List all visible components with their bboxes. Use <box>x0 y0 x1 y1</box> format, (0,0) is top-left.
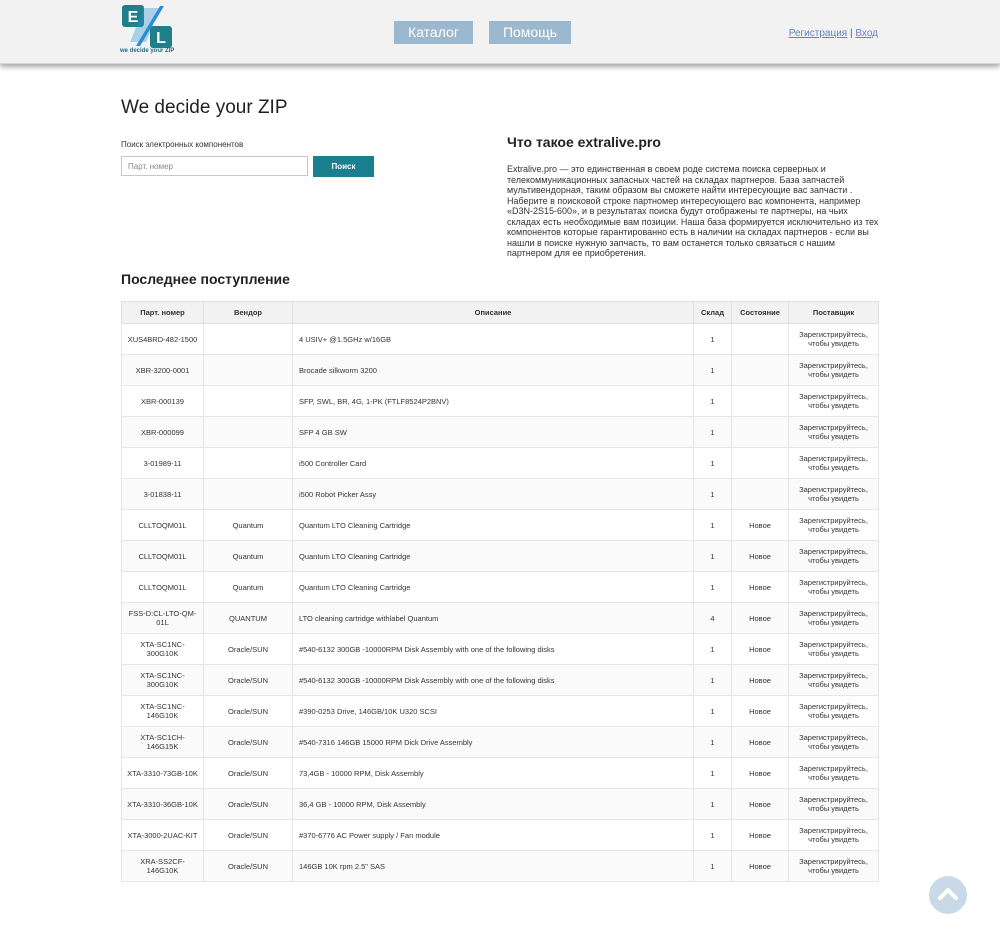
cell-part-number: XTA-SC1NC-300G10K <box>122 665 204 696</box>
cell-stock: 1 <box>694 727 732 758</box>
search-button[interactable]: Поиск <box>313 156 374 177</box>
cell-supplier: Зарегистрируйтесь, чтобы увидеть <box>789 386 879 417</box>
cell-part-number: XBR-3200-0001 <box>122 355 204 386</box>
cell-condition: Новое <box>732 572 789 603</box>
cell-part-number: XUS4BRD-482-1500 <box>122 324 204 355</box>
cell-stock: 1 <box>694 789 732 820</box>
cell-part-number: XTA-SC1NC-146G10K <box>122 696 204 727</box>
cell-vendor: Oracle/SUN <box>204 665 293 696</box>
cell-part-number: XTA-3310-36GB-10K <box>122 789 204 820</box>
column-header-description[interactable]: Описание <box>293 302 694 324</box>
cell-condition: Новое <box>732 510 789 541</box>
cell-part-number: CLLTOQM01L <box>122 510 204 541</box>
cell-description: #540-6132 300GB -10000RPM Disk Assembly with one of the following disks <box>293 665 694 696</box>
cell-description: #540-6132 300GB -10000RPM Disk Assembly with one of the following disks <box>293 634 694 665</box>
cell-description: LTO cleaning cartridge withlabel Quantum <box>293 603 694 634</box>
page-title: We decide your ZIP <box>121 97 288 118</box>
part-number-search-input[interactable] <box>121 156 308 176</box>
cell-condition: Новое <box>732 634 789 665</box>
cell-part-number: XTA-3000-2UAC-KIT <box>122 820 204 851</box>
cell-supplier: Зарегистрируйтесь, чтобы увидеть <box>789 634 879 665</box>
cell-part-number: CLLTOQM01L <box>122 572 204 603</box>
auth-separator: | <box>849 28 853 39</box>
cell-part-number: CLLTOQM01L <box>122 541 204 572</box>
cell-description: 4 USIV+ @1.5GHz w/16GB <box>293 324 694 355</box>
table-row[interactable] <box>122 851 879 882</box>
cell-stock: 1 <box>694 324 732 355</box>
cell-vendor: Oracle/SUN <box>204 851 293 882</box>
cell-condition: Новое <box>732 758 789 789</box>
chevron-up-icon <box>937 885 959 905</box>
cell-supplier: Зарегистрируйтесь, чтобы увидеть <box>789 789 879 820</box>
cell-condition: Новое <box>732 789 789 820</box>
cell-part-number: XTA-SC1NC-300G10K <box>122 634 204 665</box>
about-title: Что такое extralive.pro <box>507 134 661 150</box>
cell-stock: 1 <box>694 572 732 603</box>
cell-description: 36,4 GB - 10000 RPM, Disk Assembly <box>293 789 694 820</box>
cell-description: SFP, SWL, BR, 4G, 1-PK (FTLF8524P2BNV) <box>293 386 694 417</box>
table-row[interactable] <box>122 510 879 541</box>
cell-stock: 1 <box>694 851 732 882</box>
cell-stock: 1 <box>694 820 732 851</box>
latest-arrivals-table <box>121 301 879 882</box>
site-header <box>0 0 1000 64</box>
column-header-stock[interactable]: Склад <box>694 302 732 324</box>
table-row[interactable] <box>122 634 879 665</box>
cell-description: 73,4GB - 10000 RPM, Disk Assembly <box>293 758 694 789</box>
cell-stock: 1 <box>694 696 732 727</box>
cell-supplier: Зарегистрируйтесь, чтобы увидеть <box>789 510 879 541</box>
table-row[interactable] <box>122 727 879 758</box>
table-row[interactable] <box>122 324 879 355</box>
cell-part-number: FSS-D:CL-LTO-QM-01L <box>122 603 204 634</box>
cell-vendor <box>204 324 293 355</box>
cell-vendor <box>204 417 293 448</box>
cell-supplier: Зарегистрируйтесь, чтобы увидеть <box>789 324 879 355</box>
cell-supplier: Зарегистрируйтесь, чтобы увидеть <box>789 603 879 634</box>
cell-description: i500 Robot Picker Assy <box>293 479 694 510</box>
cell-description: Quantum LTO Cleaning Cartridge <box>293 541 694 572</box>
about-text: Extralive.pro — это единственная в своем роде система поиска серверных и телекоммуникационных запасных частей на складах партнеров. База запчастей мультивендорная, таким образом вы сможете найти интересующие вас запчасти . Наберите в поисковой строке партномер интересующего вас компонента, например «D3N-2S15-600», и в результатах поиска будут отображены те партнеры, на чьих складах есть необходимые вам позиции. Наша база формируется исключительно из тех компонентов которые гарантированно есть в наличии на складах партнеров - если вы нашли в поиске нужную запчасть, то вам останется только связаться с нашим партнером для ее приобретения. <box>507 164 879 258</box>
login-link[interactable]: Вход <box>855 28 878 39</box>
cell-description: #390-0253 Drive, 146GB/10K U320 SCSI <box>293 696 694 727</box>
cell-stock: 4 <box>694 603 732 634</box>
cell-description: Quantum LTO Cleaning Cartridge <box>293 510 694 541</box>
cell-condition: Новое <box>732 603 789 634</box>
cell-vendor: Oracle/SUN <box>204 820 293 851</box>
search-label: Поиск электронных компонентов <box>121 140 244 149</box>
cell-stock: 1 <box>694 355 732 386</box>
cell-supplier: Зарегистрируйтесь, чтобы увидеть <box>789 541 879 572</box>
svg-text:E: E <box>127 9 139 26</box>
cell-supplier: Зарегистрируйтесь, чтобы увидеть <box>789 417 879 448</box>
cell-part-number: XBR-000139 <box>122 386 204 417</box>
cell-vendor: Quantum <box>204 572 293 603</box>
cell-vendor <box>204 386 293 417</box>
cell-vendor: Quantum <box>204 510 293 541</box>
cell-part-number: XBR-000099 <box>122 417 204 448</box>
table-row[interactable] <box>122 541 879 572</box>
cell-condition: Новое <box>732 696 789 727</box>
cell-vendor: Oracle/SUN <box>204 758 293 789</box>
cell-condition <box>732 448 789 479</box>
cell-description: Brocade silkworm 3200 <box>293 355 694 386</box>
cell-supplier: Зарегистрируйтесь, чтобы увидеть <box>789 727 879 758</box>
cell-description: #370-6776 AC Power supply / Fan module <box>293 820 694 851</box>
cell-supplier: Зарегистрируйтесь, чтобы увидеть <box>789 665 879 696</box>
cell-stock: 1 <box>694 541 732 572</box>
table-row[interactable] <box>122 665 879 696</box>
cell-description: SFP 4 GB SW <box>293 417 694 448</box>
latest-arrivals-title: Последнее поступление <box>121 271 290 287</box>
table-row[interactable] <box>122 355 879 386</box>
logo-tagline: we decide your ZIP <box>120 48 175 54</box>
register-link[interactable]: Регистрация <box>788 28 848 39</box>
table-row[interactable] <box>122 479 879 510</box>
cell-condition <box>732 479 789 510</box>
nav-catalog-button[interactable]: Каталог <box>394 21 473 44</box>
cell-stock: 1 <box>694 386 732 417</box>
cell-condition: Новое <box>732 820 789 851</box>
svg-text:L: L <box>156 30 166 47</box>
cell-vendor <box>204 355 293 386</box>
cell-condition <box>732 417 789 448</box>
column-header-condition[interactable]: Состояние <box>732 302 789 324</box>
cell-supplier: Зарегистрируйтесь, чтобы увидеть <box>789 572 879 603</box>
cell-stock: 1 <box>694 448 732 479</box>
table-row[interactable] <box>122 603 879 634</box>
cell-vendor: Oracle/SUN <box>204 727 293 758</box>
cell-stock: 1 <box>694 665 732 696</box>
cell-description: i500 Controller Card <box>293 448 694 479</box>
cell-part-number: XTA-3310-73GB-10K <box>122 758 204 789</box>
cell-stock: 1 <box>694 758 732 789</box>
cell-condition <box>732 386 789 417</box>
cell-condition <box>732 355 789 386</box>
ezl-logo-icon <box>120 4 174 48</box>
cell-part-number: 3-01838-11 <box>122 479 204 510</box>
cell-condition: Новое <box>732 541 789 572</box>
table-row[interactable] <box>122 572 879 603</box>
column-header-part-number[interactable]: Парт. номер <box>122 302 204 324</box>
column-header-supplier[interactable]: Поставщик <box>789 302 879 324</box>
cell-supplier: Зарегистрируйтесь, чтобы увидеть <box>789 851 879 882</box>
table-row[interactable] <box>122 448 879 479</box>
cell-part-number: 3-01989-11 <box>122 448 204 479</box>
cell-condition <box>732 324 789 355</box>
cell-condition: Новое <box>732 665 789 696</box>
cell-description: #540-7316 146GB 15000 RPM Dick Drive Assembly <box>293 727 694 758</box>
table-row[interactable] <box>122 386 879 417</box>
cell-part-number: XRA-SS2CF-146G10K <box>122 851 204 882</box>
table-row[interactable] <box>122 758 879 789</box>
cell-condition: Новое <box>732 851 789 882</box>
cell-stock: 1 <box>694 479 732 510</box>
cell-vendor: Oracle/SUN <box>204 789 293 820</box>
table-row[interactable] <box>122 417 879 448</box>
cell-supplier: Зарегистрируйтесь, чтобы увидеть <box>789 479 879 510</box>
scroll-to-top-button[interactable] <box>929 876 967 914</box>
auth-links <box>789 28 878 39</box>
cell-description: 146GB 10K rpm 2.5" SAS <box>293 851 694 882</box>
table-row[interactable] <box>122 696 879 727</box>
cell-description: Quantum LTO Cleaning Cartridge <box>293 572 694 603</box>
table-header-row <box>122 302 879 324</box>
cell-supplier: Зарегистрируйтесь, чтобы увидеть <box>789 355 879 386</box>
cell-vendor: Oracle/SUN <box>204 634 293 665</box>
cell-condition: Новое <box>732 727 789 758</box>
cell-vendor: Oracle/SUN <box>204 696 293 727</box>
cell-vendor: QUANTUM <box>204 603 293 634</box>
cell-supplier: Зарегистрируйтесь, чтобы увидеть <box>789 758 879 789</box>
cell-stock: 1 <box>694 510 732 541</box>
cell-part-number: XTA-SC1CH-146G15K <box>122 727 204 758</box>
nav-help-button[interactable]: Помощь <box>489 21 571 44</box>
table-row[interactable] <box>122 820 879 851</box>
cell-supplier: Зарегистрируйтесь, чтобы увидеть <box>789 448 879 479</box>
cell-stock: 1 <box>694 417 732 448</box>
cell-vendor <box>204 448 293 479</box>
latest-arrivals-body <box>122 324 879 882</box>
site-logo[interactable] <box>120 4 174 58</box>
cell-stock: 1 <box>694 634 732 665</box>
cell-vendor <box>204 479 293 510</box>
cell-vendor: Quantum <box>204 541 293 572</box>
column-header-vendor[interactable]: Вендор <box>204 302 293 324</box>
table-row[interactable] <box>122 789 879 820</box>
cell-supplier: Зарегистрируйтесь, чтобы увидеть <box>789 696 879 727</box>
cell-supplier: Зарегистрируйтесь, чтобы увидеть <box>789 820 879 851</box>
